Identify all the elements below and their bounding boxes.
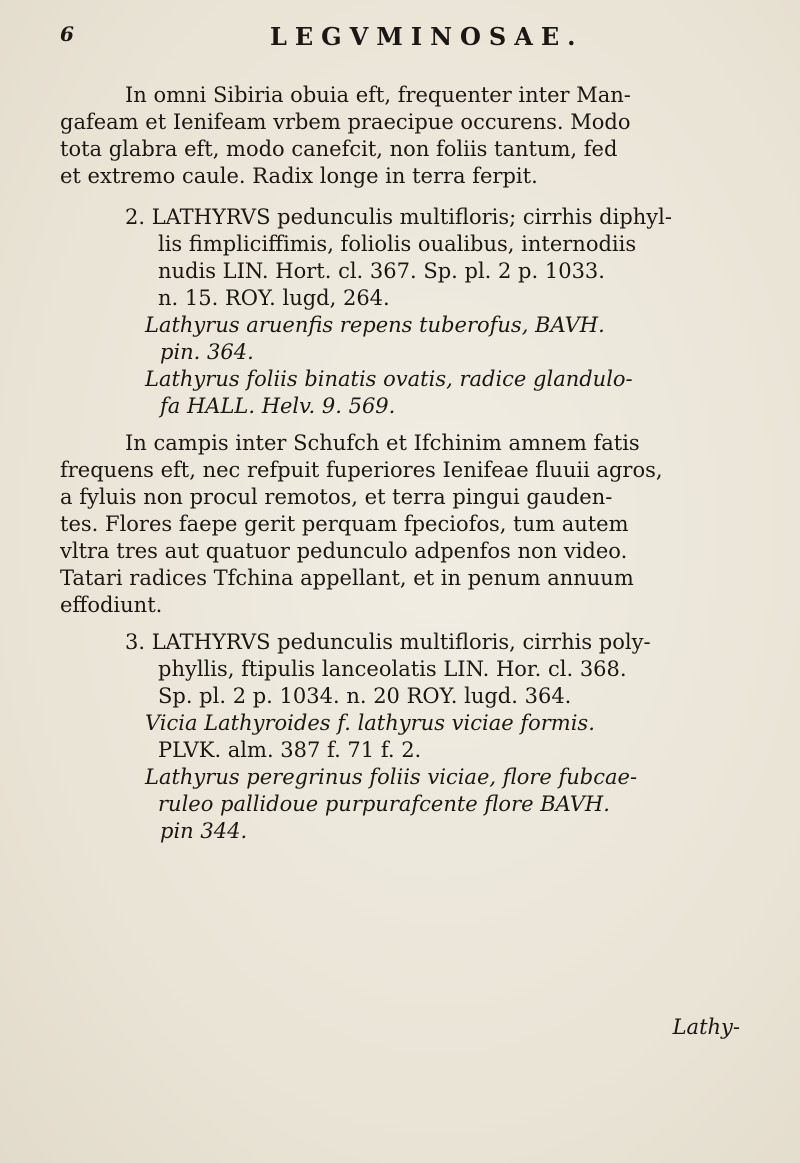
synonym-text: Lathyrus foliis binatis ovatis, radice glandulo- (145, 367, 633, 391)
spacer (60, 619, 760, 629)
entry-2-line: nudis LIN. Hort. cl. 367. Sp. pl. 2 p. 1033. (158, 259, 605, 283)
entry-2-synonym (60, 366, 760, 393)
spacer (60, 190, 760, 204)
synonym-text: Vicia Lathyroides f. lathyrus viciae formis. (145, 711, 595, 735)
entry-2-synonym (60, 339, 760, 366)
page-header (60, 22, 760, 56)
entry-3-synonym (60, 710, 760, 737)
paragraph-1-line: et extremo caule. Radix longe in terra ferpit. (60, 164, 538, 188)
entry-2-heading: 2. LATHYRVS pedunculis multifloris; cirrhis diphyl- (125, 205, 672, 229)
synonym-text: ruleo pallidoue purpurafcente flore BAVH. (158, 792, 610, 816)
synonym-text: pin 344. (160, 819, 248, 843)
synonym-text: Lathyrus aruenfis repens tuberofus, BAVH. (145, 313, 605, 337)
paragraph-2-line: tes. Flores faepe gerit perquam fpeciofos, tum autem (60, 512, 629, 536)
entry-3-line: phyllis, ftipulis lanceolatis LIN. Hor. cl. 368. (158, 657, 627, 681)
paragraph-1-line: tota glabra eft, modo canefcit, non foliis tantum, fed (60, 137, 618, 161)
catchword: Lathy- (672, 1015, 740, 1039)
running-head: LEGVMINOSAE. (270, 22, 584, 51)
entry-3-synonym (60, 818, 760, 845)
page-number: 6 (60, 22, 74, 46)
entry-2-line: n. 15. ROY. lugd, 264. (158, 286, 390, 310)
entry-2-synonym (60, 312, 760, 339)
entry-2-line: lis fimpliciffimis, foliolis oualibus, internodiis (158, 232, 637, 256)
entry-3-line: PLVK. alm. 387 f. 71 f. 2. (158, 738, 422, 762)
entry-3-line: Sp. pl. 2 p. 1034. n. 20 ROY. lugd. 364. (158, 684, 572, 708)
synonym-text: Lathyrus peregrinus foliis viciae, flore fubcae- (145, 765, 638, 789)
entry-3-synonym (60, 764, 760, 791)
entry-3-heading: 3. LATHYRVS pedunculis multifloris, cirrhis poly- (125, 630, 651, 654)
entry-3-synonym (60, 791, 760, 818)
paragraph-2-line: effodiunt. (60, 593, 163, 617)
spacer (60, 420, 760, 430)
paragraph-2-line: In campis inter Schufch et Ifchinim amnem fatis (125, 431, 640, 455)
paragraph-2-line: a fyluis non procul remotos, et terra pingui gauden- (60, 485, 613, 509)
body-text (60, 82, 760, 845)
paragraph-1-line: In omni Sibiria obuia eft, frequenter inter Man- (125, 83, 631, 107)
synonym-text: fa HALL. Helv. 9. 569. (160, 394, 396, 418)
paragraph-2-line: frequens eft, nec refpuit fuperiores Ienifeae fluuii agros, (60, 458, 663, 482)
synonym-text: pin. 364. (160, 340, 254, 364)
paragraph-2-line: Tatari radices Tfchina appellant, et in penum annuum (60, 566, 634, 590)
paragraph-2-line: vltra tres aut quatuor pedunculo adpenfos non video. (60, 539, 628, 563)
entry-2-synonym (60, 393, 760, 420)
paragraph-1-line: gafeam et Ienifeam vrbem praecipue occurens. Modo (60, 110, 631, 134)
